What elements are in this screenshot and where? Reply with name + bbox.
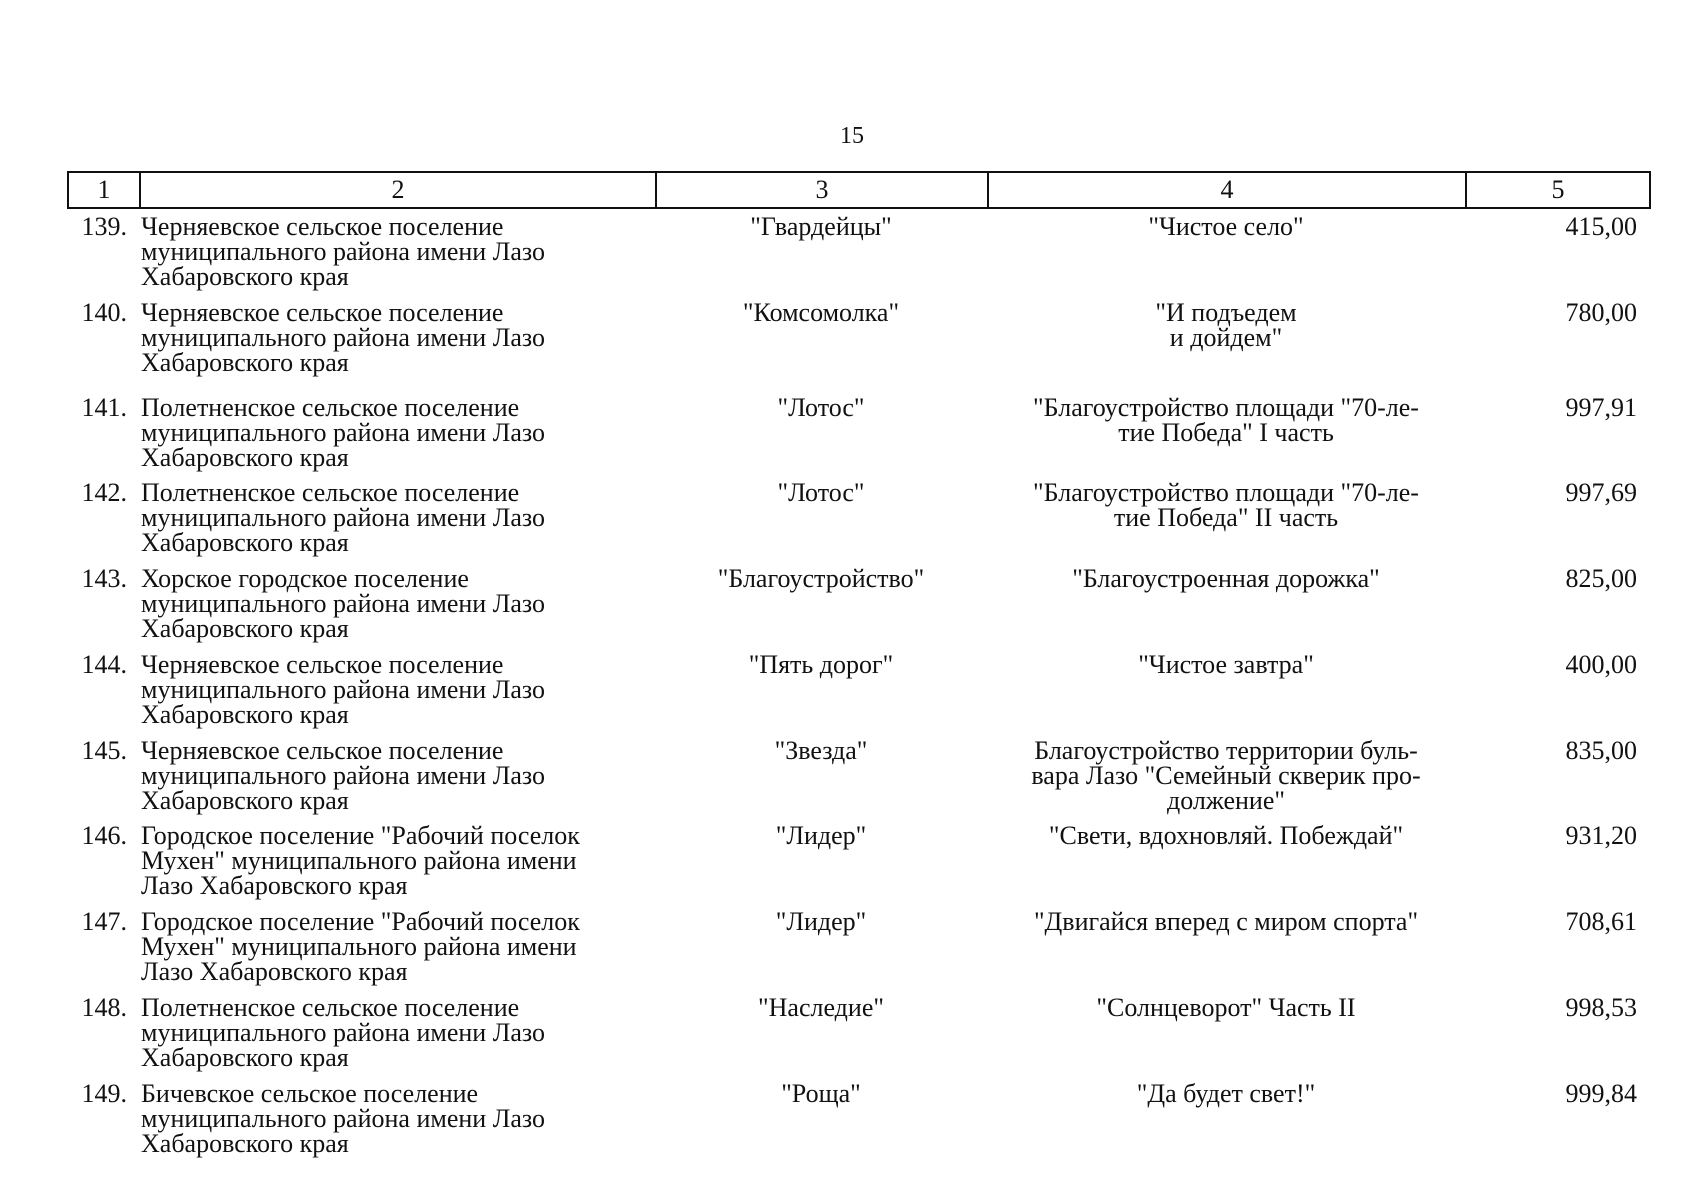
amount: 997,91 [1565,393,1637,422]
project-title: "Свети, вдохновляй. Побеждай" [1048,821,1404,850]
table-row [67,300,1651,395]
project-title: "Солнцеворот" Часть II [1096,993,1356,1022]
table-row [67,738,1651,823]
municipality-name: Городское поселение "Рабочий поселок Мухен" муниципального района имени Лазо Хабаровского края [141,907,580,986]
table-row [67,1081,1651,1167]
municipality-name: Полетненское сельское поселение муниципального района имени Лазо Хабаровского края [141,478,545,557]
column-header-1: 1 [69,173,141,207]
row-number: 147. [81,907,127,936]
row-number: 145. [81,736,127,765]
amount: 825,00 [1565,564,1637,593]
table-row [67,652,1651,738]
row-number: 140. [81,298,127,327]
initiative-group: "Благоустройство" [717,564,925,593]
column-header-5: 5 [1551,175,1565,204]
municipality-name: Черняевское сельское поселение муниципального района имени Лазо Хабаровского края [141,298,545,377]
initiative-group: "Лотос" [777,478,865,507]
municipality-name: Черняевское сельское поселение муниципального района имени Лазо Хабаровского края [141,650,545,729]
row-number: 143. [81,564,127,593]
project-title: "Благоустройство площади "70-ле- тие Победа" II часть [1033,478,1419,532]
table-body [67,214,1651,1167]
amount: 997,69 [1565,478,1637,507]
row-number: 141. [81,393,127,422]
initiative-group: "Комсомолка" [742,298,900,327]
column-header-4: 4 [989,173,1467,207]
amount: 780,00 [1565,298,1637,327]
row-number: 146. [81,821,127,850]
table-row [67,823,1651,909]
municipality-name: Полетненское сельское поселение муниципального района имени Лазо Хабаровского края [141,393,545,472]
project-title: "Благоустроенная дорожка" [1072,564,1380,593]
project-title: Благоустройство территории буль- вара Лазо "Семейный скверик про- должение" [1031,736,1421,815]
amount: 999,84 [1565,1079,1637,1108]
municipality-name: Хорское городское поселение муниципального района имени Лазо Хабаровского края [141,564,545,643]
project-title: "Благоустройство площади "70-ле- тие Победа" I часть [1033,393,1419,447]
column-header-2: 2 [141,173,657,207]
column-header-3: 3 [657,173,989,207]
row-number: 142. [81,478,127,507]
amount: 931,20 [1565,821,1637,850]
table-row [67,214,1651,300]
initiative-group: "Наследие" [758,993,884,1022]
table-header [67,171,1651,209]
municipality-name: Черняевское сельское поселение муниципального района имени Лазо Хабаровского края [141,212,545,291]
municipality-name: Полетненское сельское поселение муниципального района имени Лазо Хабаровского края [141,993,545,1072]
table-row [67,480,1651,566]
amount: 835,00 [1565,736,1637,765]
project-title: "И подъедем и дойдем" [1155,298,1297,352]
amount: 998,53 [1565,993,1637,1022]
initiative-group: "Пять дорог" [748,650,894,679]
initiative-group: "Гвардейцы" [750,212,892,241]
initiative-group: "Лотос" [777,393,865,422]
table-row [67,395,1651,480]
project-title: "Чистое село" [1148,212,1304,241]
project-title: "Двигайся вперед с миром спорта" [1033,907,1419,936]
initiative-group: "Лидер" [775,821,867,850]
row-number: 148. [81,993,127,1022]
table-row [67,909,1651,995]
amount: 708,61 [1565,907,1637,936]
page-number: 15 [840,123,864,149]
initiative-group: "Лидер" [775,907,867,936]
project-title: "Чистое завтра" [1138,650,1314,679]
row-number: 139. [81,212,127,241]
table-row [67,566,1651,652]
municipality-name: Черняевское сельское поселение муниципального района имени Лазо Хабаровского края [141,736,545,815]
initiative-group: "Звезда" [774,736,868,765]
row-number: 144. [81,650,127,679]
municipality-name: Городское поселение "Рабочий поселок Мухен" муниципального района имени Лазо Хабаровского края [141,821,580,900]
table-row [67,995,1651,1081]
initiative-group: "Роща" [781,1079,861,1108]
row-number: 149. [81,1079,127,1108]
municipality-name: Бичевское сельское поселение муниципального района имени Лазо Хабаровского края [141,1079,545,1158]
amount: 415,00 [1565,212,1637,241]
amount: 400,00 [1565,650,1637,679]
project-title: "Да будет свет!" [1136,1079,1316,1108]
